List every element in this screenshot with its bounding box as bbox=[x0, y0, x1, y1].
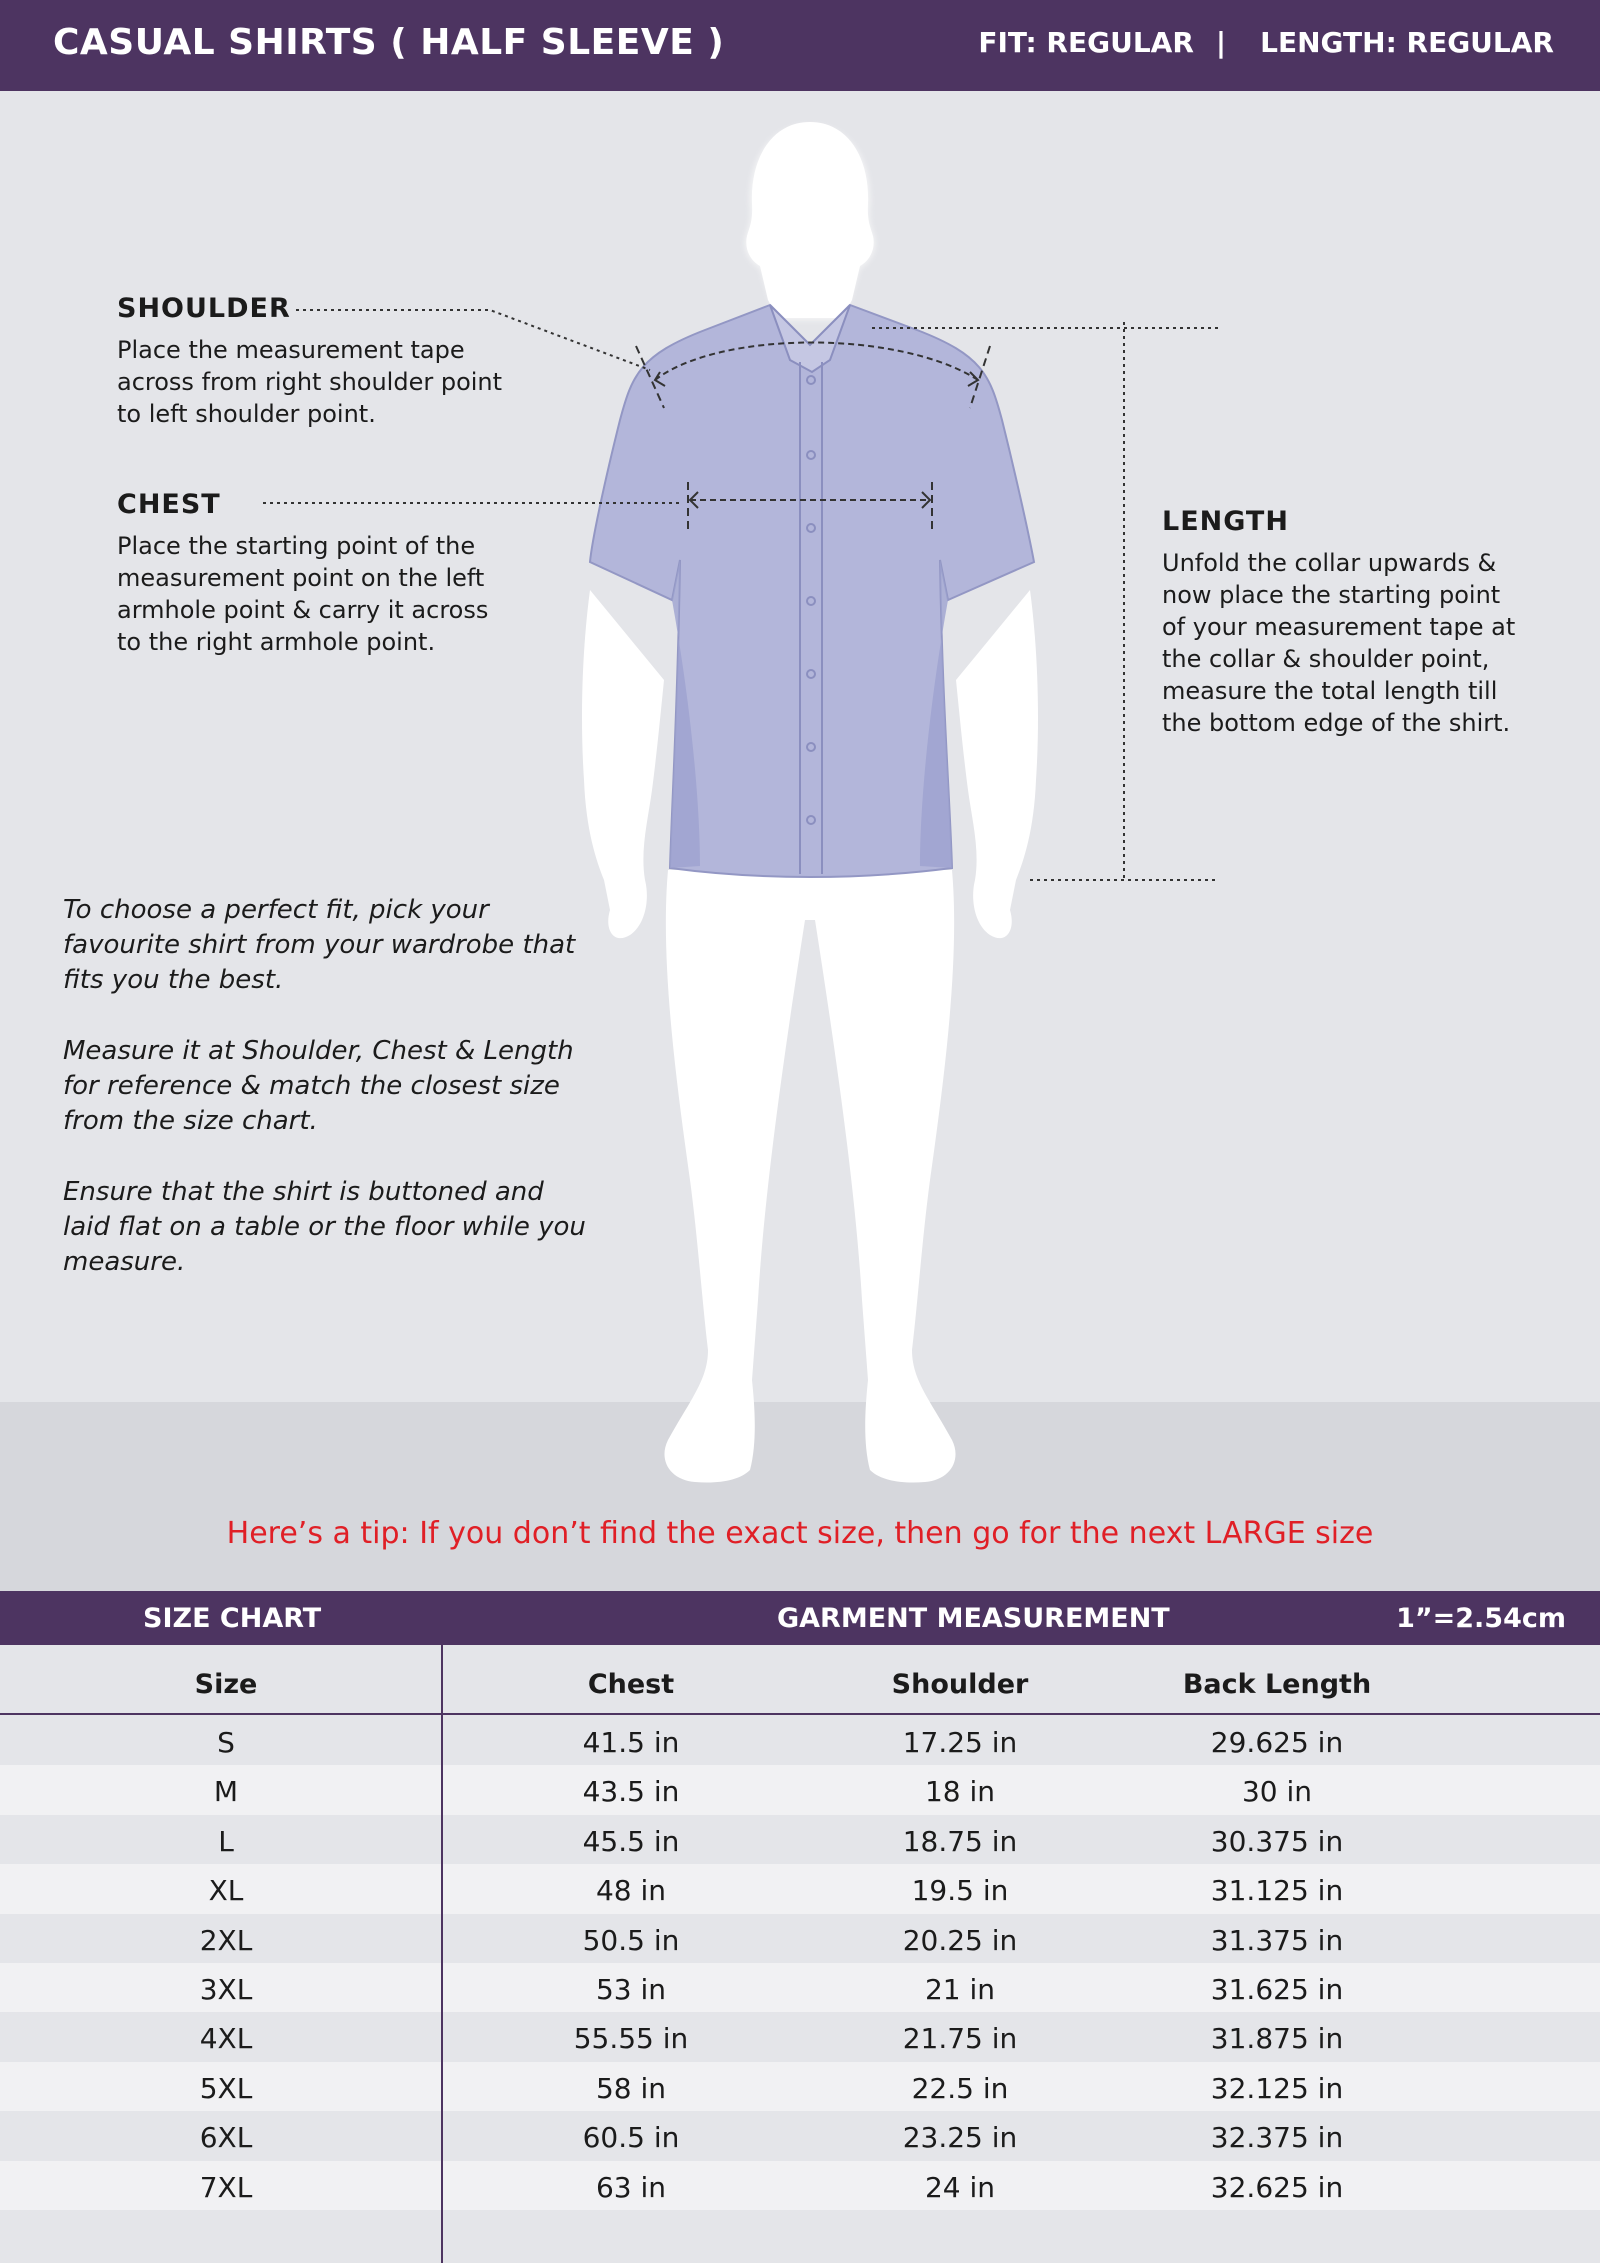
header-divider bbox=[0, 1713, 1600, 1715]
length-line-5: measure the total length till bbox=[1162, 677, 1498, 705]
cell-chest: 43.5 in bbox=[582, 1775, 680, 1809]
cell-chest: 45.5 in bbox=[582, 1824, 680, 1858]
shirt-illustration bbox=[590, 305, 1034, 877]
cell-size: 7XL bbox=[199, 2170, 253, 2204]
shoulder-title: SHOULDER bbox=[117, 293, 291, 324]
chest-line-4: to the right armhole point. bbox=[117, 628, 436, 656]
length-line-2: now place the starting point bbox=[1162, 581, 1501, 609]
cell-chest: 60.5 in bbox=[582, 2121, 680, 2155]
cell-chest: 58 in bbox=[595, 2071, 667, 2105]
length-line-6: the bottom edge of the shirt. bbox=[1162, 709, 1511, 737]
advice-2-line-2: for reference & match the closest size bbox=[63, 1071, 560, 1101]
table-row bbox=[0, 1716, 1600, 1765]
garment-measurement-title: GARMENT MEASUREMENT bbox=[777, 1603, 1170, 1634]
cell-shoulder: 22.5 in bbox=[911, 2071, 1009, 2105]
cell-size: 4XL bbox=[199, 2022, 253, 2056]
chest-title: CHEST bbox=[117, 489, 221, 520]
conversion-note: 1”=2.54cm bbox=[1396, 1603, 1566, 1634]
length-line-3: of your measurement tape at bbox=[1162, 613, 1516, 641]
cell-shoulder: 20.25 in bbox=[902, 1923, 1018, 1957]
table-row bbox=[0, 2161, 1600, 2210]
advice-2-line-1: Measure it at Shoulder, Chest & Length bbox=[63, 1036, 574, 1066]
fit-advice bbox=[63, 893, 623, 1316]
cell-size: 5XL bbox=[199, 2071, 253, 2105]
cell-size: L bbox=[218, 1824, 234, 1858]
table-row bbox=[0, 2062, 1600, 2111]
column-header-shoulder: Shoulder bbox=[891, 1669, 1029, 1700]
table-header-row bbox=[0, 1645, 1600, 1715]
advice-3-line-1: Ensure that the shirt is buttoned and bbox=[63, 1177, 544, 1207]
length-guide bbox=[1162, 506, 1582, 739]
advice-3-line-2: laid flat on a table or the floor while you bbox=[63, 1212, 586, 1242]
cell-shoulder: 23.25 in bbox=[902, 2121, 1018, 2155]
chest-line-3: armhole point & carry it across bbox=[117, 596, 489, 624]
cell-back-length: 32.625 in bbox=[1210, 2170, 1344, 2204]
cell-chest: 41.5 in bbox=[582, 1726, 680, 1759]
column-header-size: Size bbox=[194, 1669, 258, 1700]
cell-size: 2XL bbox=[199, 1923, 253, 1957]
shoulder-line-2: across from right shoulder point bbox=[117, 368, 503, 396]
cell-chest: 53 in bbox=[595, 1972, 667, 2006]
advice-1-line-3: fits you the best. bbox=[63, 965, 284, 995]
cell-back-length: 32.375 in bbox=[1210, 2121, 1344, 2155]
column-header-chest: Chest bbox=[587, 1669, 675, 1700]
cell-size: M bbox=[213, 1775, 239, 1809]
cell-chest: 63 in bbox=[595, 2170, 667, 2204]
table-row bbox=[0, 1963, 1600, 2012]
cell-back-length: 31.875 in bbox=[1210, 2022, 1344, 2056]
chest-guide bbox=[117, 489, 577, 658]
cell-shoulder: 21 in bbox=[924, 1972, 996, 2006]
cell-shoulder: 19.5 in bbox=[911, 1874, 1009, 1908]
table-row bbox=[0, 2012, 1600, 2061]
cell-back-length: 30.375 in bbox=[1210, 1824, 1344, 1858]
advice-3-line-3: measure. bbox=[63, 1247, 186, 1277]
advice-paragraph bbox=[63, 1034, 623, 1139]
cell-shoulder: 21.75 in bbox=[902, 2022, 1018, 2056]
cell-shoulder: 17.25 in bbox=[902, 1726, 1018, 1759]
cell-chest: 50.5 in bbox=[582, 1923, 680, 1957]
advice-paragraph bbox=[63, 1175, 623, 1280]
length-label: LENGTH: REGULAR bbox=[1260, 26, 1554, 59]
cell-size: XL bbox=[208, 1874, 244, 1908]
table-row bbox=[0, 2111, 1600, 2160]
shoulder-line-1: Place the measurement tape bbox=[117, 336, 465, 364]
cell-back-length: 30 in bbox=[1241, 1775, 1313, 1809]
advice-1-line-1: To choose a perfect fit, pick your bbox=[63, 895, 489, 925]
cell-chest: 55.55 in bbox=[573, 2022, 689, 2056]
fit-label: FIT: REGULAR bbox=[978, 26, 1194, 59]
column-divider bbox=[441, 1645, 443, 2263]
length-line-1: Unfold the collar upwards & bbox=[1162, 549, 1497, 577]
size-chart-header bbox=[0, 1591, 1600, 1645]
cell-back-length: 31.125 in bbox=[1210, 1874, 1344, 1908]
column-header-back-length: Back Length bbox=[1182, 1669, 1372, 1700]
shoulder-line-3: to left shoulder point. bbox=[117, 400, 376, 428]
cell-size: 3XL bbox=[199, 1972, 253, 2006]
chest-line-2: measurement point on the left bbox=[117, 564, 485, 592]
table-row bbox=[0, 1765, 1600, 1814]
cell-back-length: 31.625 in bbox=[1210, 1972, 1344, 2006]
cell-shoulder: 18.75 in bbox=[902, 1824, 1018, 1858]
length-line-4: the collar & shoulder point, bbox=[1162, 645, 1490, 673]
cell-back-length: 32.125 in bbox=[1210, 2071, 1344, 2105]
cell-back-length: 31.375 in bbox=[1210, 1923, 1344, 1957]
advice-1-line-2: favourite shirt from your wardrobe that bbox=[63, 930, 576, 960]
cell-back-length: 29.625 in bbox=[1210, 1726, 1344, 1759]
cell-size: S bbox=[217, 1726, 235, 1759]
cell-shoulder: 24 in bbox=[924, 2170, 996, 2204]
fit-separator: | bbox=[1215, 26, 1227, 59]
page-title: CASUAL SHIRTS ( HALF SLEEVE ) bbox=[53, 22, 725, 63]
advice-paragraph bbox=[63, 893, 623, 998]
cell-size: 6XL bbox=[199, 2121, 253, 2155]
shoulder-guide bbox=[117, 293, 577, 430]
size-table-body bbox=[0, 1716, 1600, 2210]
cell-chest: 48 in bbox=[595, 1874, 667, 1908]
table-row bbox=[0, 1914, 1600, 1963]
size-chart-title: SIZE CHART bbox=[143, 1603, 322, 1634]
table-row bbox=[0, 1864, 1600, 1913]
size-tip: Here’s a tip: If you don’t find the exact size, then go for the next LARGE size bbox=[226, 1516, 1374, 1551]
length-title: LENGTH bbox=[1162, 506, 1289, 537]
advice-2-line-3: from the size chart. bbox=[63, 1106, 318, 1136]
chest-line-1: Place the starting point of the bbox=[117, 532, 476, 560]
table-row bbox=[0, 1815, 1600, 1864]
cell-shoulder: 18 in bbox=[924, 1775, 996, 1809]
